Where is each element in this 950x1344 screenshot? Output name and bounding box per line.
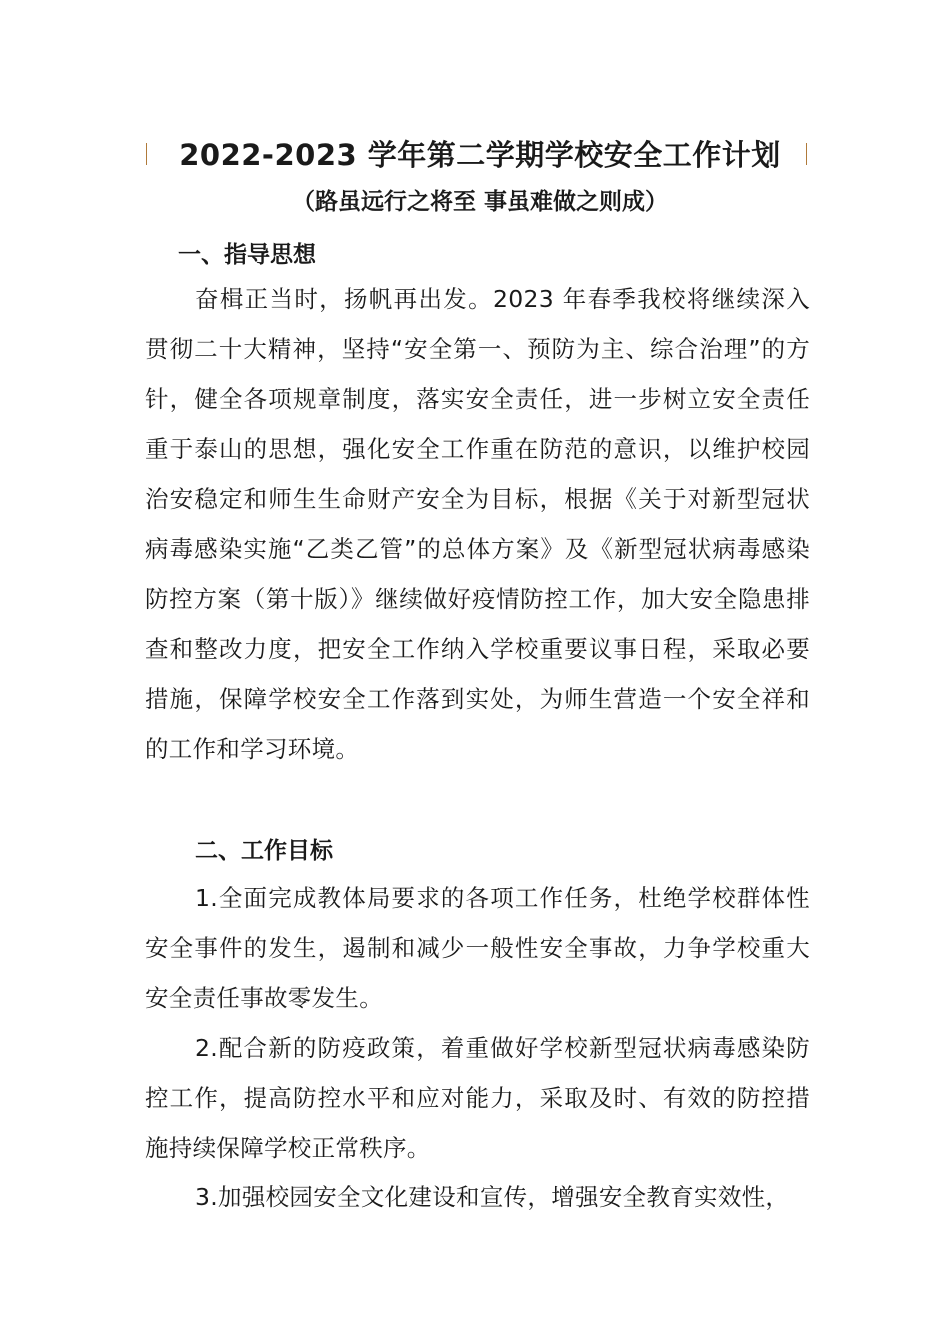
- document-subtitle: （路虽远行之将至 事虽难做之则成）: [291, 189, 668, 215]
- goal-paragraph-2: 2.配合新的防疫政策，着重做好学校新型冠状病毒感染防控工作，提高防控水平和应对能力，采取及时、有效的防控措施持续保障学校正常秩序。: [145, 1034, 810, 1162]
- title-left-mark: [146, 143, 147, 165]
- section-heading-work-goals: 二、工作目标: [195, 838, 333, 864]
- goal-paragraph-3: 3.加强校园安全文化建设和宣传，增强安全教育实效性，: [195, 1183, 790, 1211]
- document-title: 2022-2023 学年第二学期学校安全工作计划: [179, 138, 781, 172]
- goal-paragraph-1: 1.全面完成教体局要求的各项工作任务，杜绝学校群体性安全事件的发生，遏制和减少一般性安全事故，力争学校重大安全责任事故零发生。: [145, 884, 810, 1012]
- title-right-mark: [806, 143, 807, 165]
- section-heading-guiding-thought: 一、指导思想: [178, 242, 316, 268]
- section1-paragraph: 奋楫正当时，扬帆再出发。2023 年春季我校将继续深入贯彻二十大精神，坚持“安全第一、预防为主、综合治理”的方针，健全各项规章制度，落实安全责任，进一步树立安全责任重于泰山的思想，强化安全工作重在防范的意识，以维护校园治安稳定和师生生命财产安全为目标，根据《关于对新型冠状病毒感染实施“乙类乙管”的总体方案》及《新型冠状病毒感染防控方案（第十版）》继续做好疫情防控工作，加大安全隐患排查和整改力度，把安全工作纳入学校重要议事日程，采取必要措施，保障学校安全工作落到实处，为师生营造一个安全祥和的工作和学习环境。: [145, 285, 810, 763]
